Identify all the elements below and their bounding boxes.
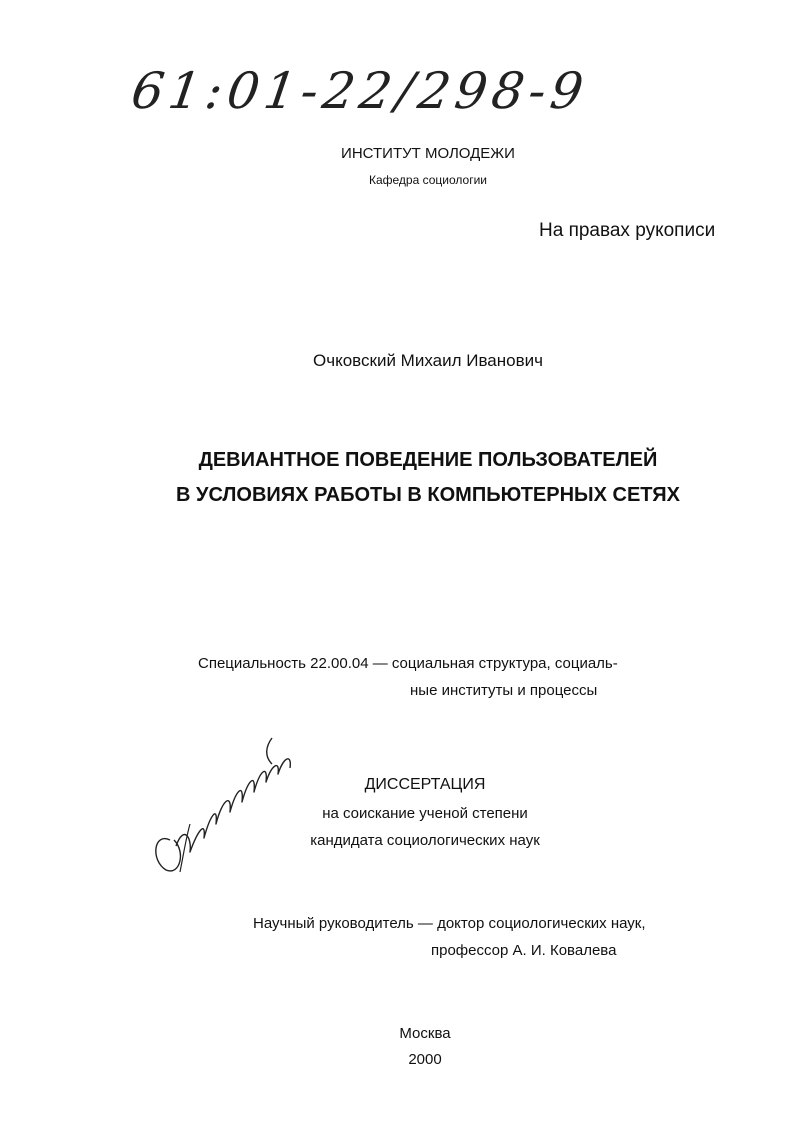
signature-icon xyxy=(140,720,300,880)
thesis-title-line-1: ДЕВИАНТНОЕ ПОВЕДЕНИЕ ПОЛЬЗОВАТЕЛЕЙ xyxy=(198,449,658,471)
dissertation-degree-line-1: на соискание ученой степени xyxy=(322,805,528,822)
department-name: Кафедра социологии xyxy=(368,173,488,187)
specialty-line-1: Специальность 22.00.04 — социальная структура, социаль- xyxy=(198,655,618,672)
city: Москва xyxy=(399,1025,451,1042)
archive-number: 61:01-22/298-9 xyxy=(127,62,592,120)
year: 2000 xyxy=(408,1051,442,1068)
rights-note: На правах рукописи xyxy=(539,220,716,241)
institute-name: ИНСТИТУТ МОЛОДЕЖИ xyxy=(341,145,515,162)
dissertation-label: ДИССЕРТАЦИЯ xyxy=(364,776,486,793)
specialty-line-2: ные институты и процессы xyxy=(410,682,598,699)
supervisor-line-1: Научный руководитель — доктор социологических наук, xyxy=(253,915,646,932)
thesis-title-line-2: В УСЛОВИЯХ РАБОТЫ В КОМПЬЮТЕРНЫХ СЕТЯХ xyxy=(176,484,680,506)
author-name: Очковский Михаил Иванович xyxy=(313,351,543,370)
supervisor-line-2: профессор А. И. Ковалева xyxy=(431,942,617,959)
dissertation-degree-line-2: кандидата социологических наук xyxy=(310,832,540,849)
